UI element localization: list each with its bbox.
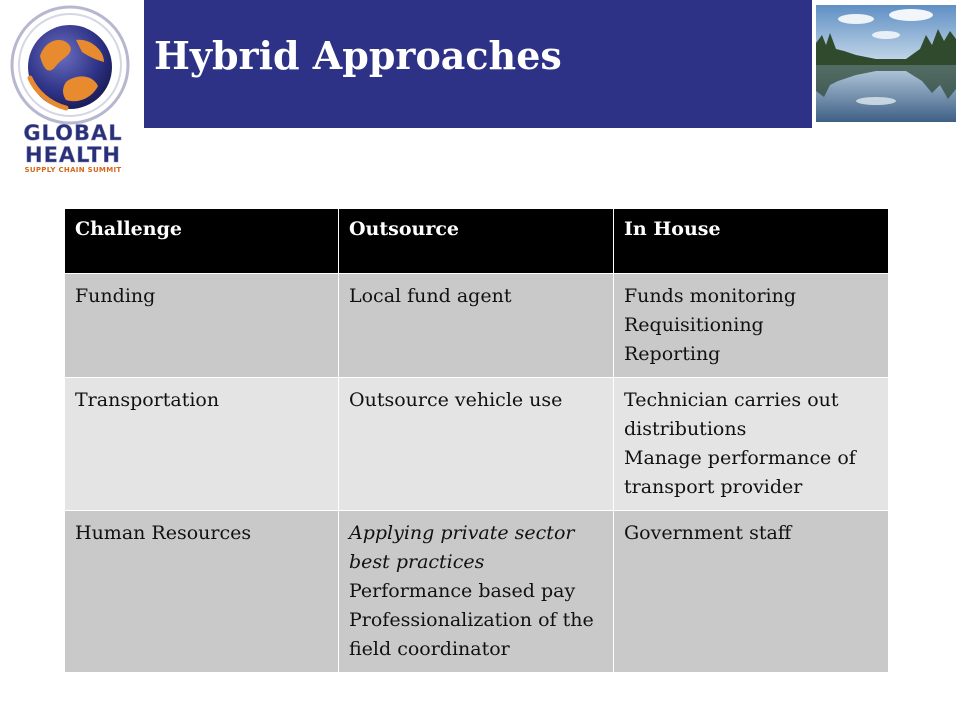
- in-house-line: Government staff: [624, 522, 792, 544]
- in-house-line: Technician carries out distributions: [624, 389, 839, 440]
- outsource-line-italic: Applying private sector best practices: [349, 522, 575, 573]
- table-header-row: [65, 209, 889, 274]
- column-header-outsource: Outsource: [339, 209, 614, 274]
- global-health-globe-logo: [0, 0, 144, 125]
- logo-line-1: GLOBAL: [23, 121, 123, 145]
- challenge-label: Transportation: [75, 389, 220, 411]
- outsource-cell: [339, 378, 614, 511]
- challenge-cell: [65, 274, 339, 378]
- page-title: Hybrid Approaches: [154, 33, 562, 78]
- outsource-line: Local fund agent: [349, 285, 512, 307]
- outsource-cell: [339, 274, 614, 378]
- lake-forest-photo: [816, 5, 956, 122]
- challenge-cell: [65, 378, 339, 511]
- logo-line-2: HEALTH: [25, 143, 121, 167]
- challenge-label: Human Resources: [75, 522, 252, 544]
- hybrid-approaches-table: [64, 208, 889, 673]
- logo-wordmark: [14, 122, 132, 175]
- global-health-logo: [0, 0, 144, 180]
- outsource-cell: [339, 511, 614, 673]
- in-house-line: Manage performance of transport provider: [624, 447, 856, 498]
- column-header-in-house: In House: [614, 209, 889, 274]
- outsource-line: Performance based pay: [349, 580, 576, 602]
- outsource-line: Professionalization of the field coordinator: [349, 609, 594, 660]
- in-house-cell: [614, 378, 889, 511]
- table-row: [65, 378, 889, 511]
- in-house-line: Reporting: [624, 343, 721, 365]
- in-house-cell: [614, 274, 889, 378]
- in-house-line: Funds monitoring: [624, 285, 797, 307]
- challenge-label: Funding: [75, 285, 156, 307]
- table-row: [65, 274, 889, 378]
- challenge-cell: [65, 511, 339, 673]
- column-header-challenge: Challenge: [65, 209, 339, 274]
- in-house-cell: [614, 511, 889, 673]
- table-row: [65, 511, 889, 673]
- logo-line-3: SUPPLY CHAIN SUMMIT: [24, 166, 122, 174]
- outsource-line: Outsource vehicle use: [349, 389, 563, 411]
- in-house-line: Requisitioning: [624, 314, 764, 336]
